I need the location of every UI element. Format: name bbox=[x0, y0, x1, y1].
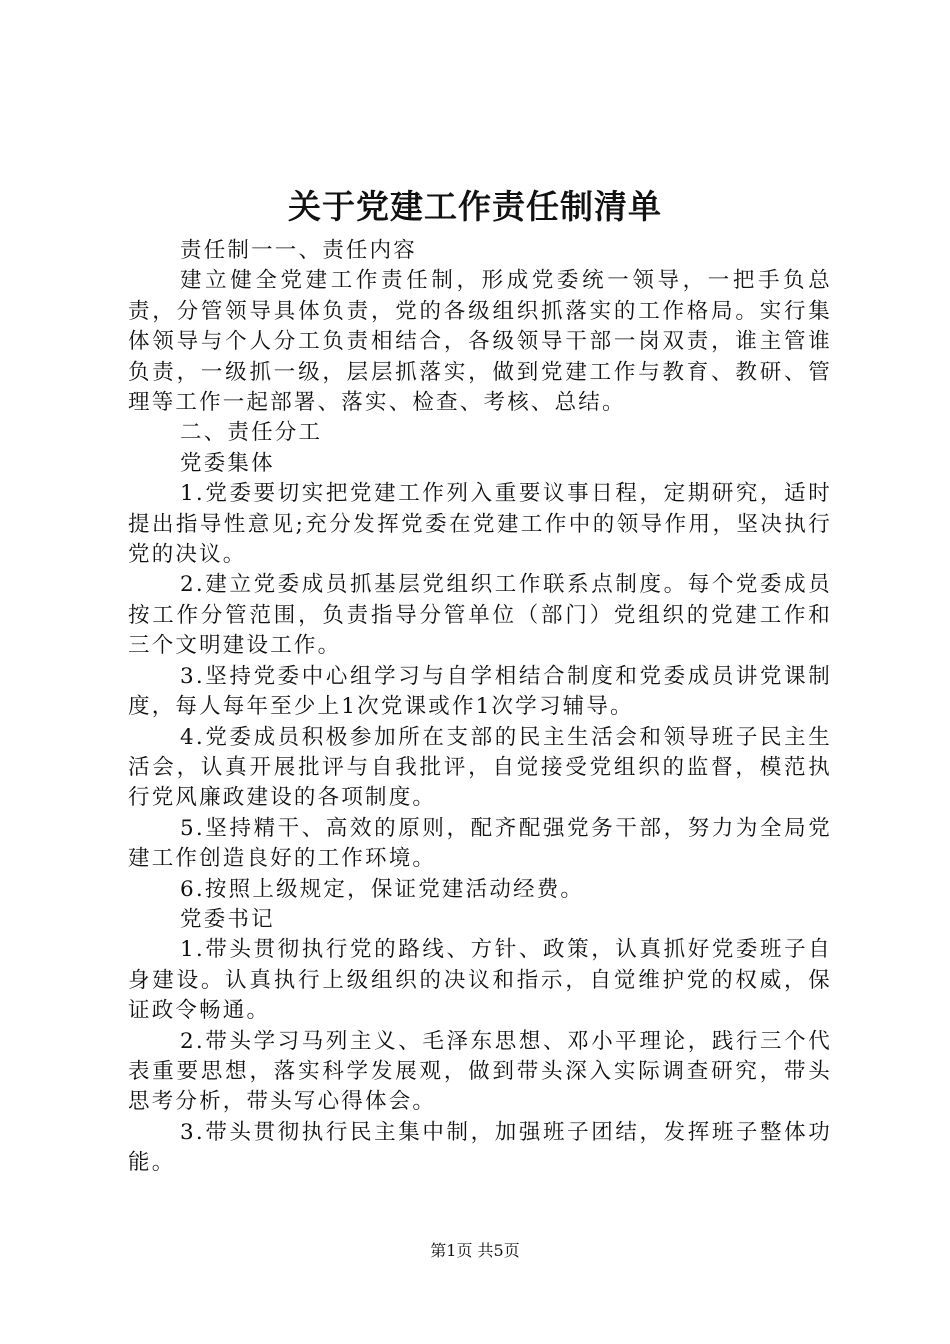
section-heading: 二、责任分工 bbox=[180, 420, 323, 446]
list-item: 2.带头学习马列主义、毛泽东思想、邓小平理论，践行三个代表重要思想，落实科学发展观，做到带头深入实际调查研究，带头思考分析，带头写心得体会。 bbox=[128, 1028, 832, 1115]
body-paragraph: 建立健全党建工作责任制，形成党委统一领导，一把手负总责，分管领导具体负责，党的各级组织抓落实的工作格局。实行集体领导与个人分工负责相结合，各级领导干部一岗双责，谁主管谁负责，一级抓一级，层层抓落实，做到党建工作与教育、教研、管理等工作一起部署、落实、检查、考核、总结。 bbox=[128, 268, 832, 416]
document-title: 关于党建工作责任制清单 bbox=[288, 187, 662, 226]
list-item: 4.党委成员积极参加所在支部的民主生活会和领导班子民主生活会，认真开展批评与自我批评，自觉接受党组织的监督，模范执行党风廉政建设的各项制度。 bbox=[128, 724, 832, 811]
subsection-heading: 党委集体 bbox=[180, 450, 275, 476]
section-heading: 责任制一一、责任内容 bbox=[180, 238, 418, 263]
page-number-footer: 第1页 共5页 bbox=[430, 1241, 520, 1260]
list-item: 3.带头贯彻执行民主集中制，加强班子团结，发挥班子整体功能。 bbox=[128, 1119, 832, 1176]
subsection-heading: 党委书记 bbox=[180, 906, 275, 932]
document-body bbox=[128, 236, 832, 1179]
list-item: 1.带头贯彻执行党的路线、方针、政策，认真抓好党委班子自身建设。认真执行上级组织的决议和指示，自觉维护党的权威，保证政令畅通。 bbox=[128, 937, 832, 1024]
list-item: 6.按照上级规定，保证党建活动经费。 bbox=[180, 876, 585, 902]
list-item: 5.坚持精干、高效的原则，配齐配强党务干部，努力为全局党建工作创造良好的工作环境。 bbox=[128, 815, 832, 872]
list-item: 1.党委要切实把党建工作列入重要议事日程，定期研究，适时提出指导性意见;充分发挥党委在党建工作中的领导作用，坚决执行党的决议。 bbox=[128, 481, 832, 568]
list-item: 2.建立党委成员抓基层党组织工作联系点制度。每个党委成员按工作分管范围，负责指导分管单位（部门）党组织的党建工作和三个文明建设工作。 bbox=[128, 572, 832, 659]
list-item: 3.坚持党委中心组学习与自学相结合制度和党委成员讲党课制度，每人每年至少上1次党课或作1次学习辅导。 bbox=[128, 663, 832, 720]
